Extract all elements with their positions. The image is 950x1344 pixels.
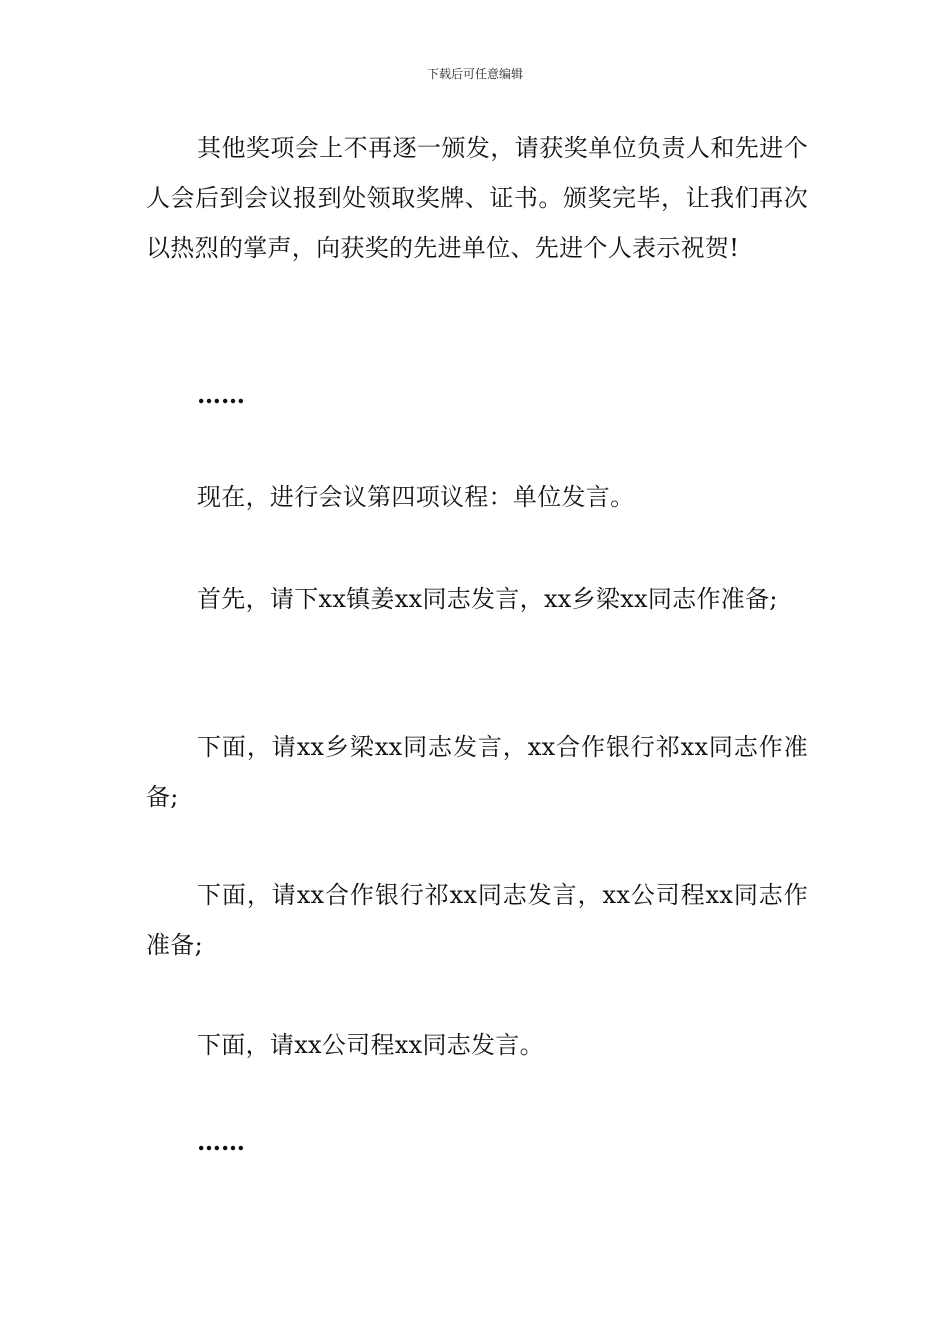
paragraph-speaker-first: 首先，请下xx镇姜xx同志发言，xx乡梁xx同志作准备; xyxy=(197,585,778,613)
paragraph-agenda-item-four: 现在，进行会议第四项议程：单位发言。 xyxy=(197,483,635,511)
paragraph-speaker-second: 下面，请xx乡梁xx同志发言，xx合作银行祁xx同志作准备; xyxy=(146,733,808,811)
paragraph-award-closing: 其他奖项会上不再逐一颁发，请获奖单位负责人和先进个人会后到会议报到处领取奖牌、证书。颁奖完毕，让我们再次以热烈的掌声，向获奖的先进单位、先进个人表示祝贺! xyxy=(146,134,808,262)
page-header-note: 下载后可任意编辑 xyxy=(426,67,523,81)
paragraph-speaker-fourth: 下面，请xx公司程xx同志发言。 xyxy=(197,1031,544,1059)
ellipsis-separator: …… xyxy=(197,380,245,409)
paragraph-speaker-third: 下面，请xx合作银行祁xx同志发言，xx公司程xx同志作准备; xyxy=(146,881,808,959)
ellipsis-separator-end: …… xyxy=(197,1127,245,1156)
